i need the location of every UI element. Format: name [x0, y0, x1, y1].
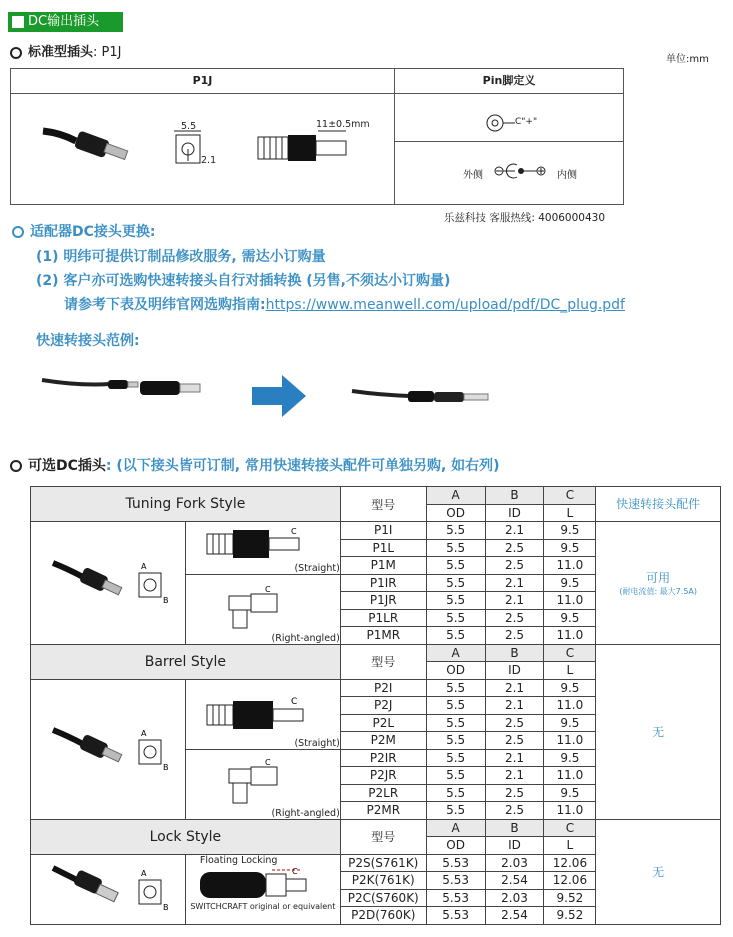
adapter-title: 适配器DC接头更换: — [12, 221, 156, 241]
barrel-straight-cell — [185, 679, 340, 749]
col-id: ID — [485, 662, 544, 680]
id-cell: 2.1 — [485, 592, 544, 610]
model-cell: P2JR — [340, 767, 426, 785]
table-row — [31, 522, 721, 540]
svg-text:C: C — [290, 696, 298, 707]
standard-value: : P1J — [93, 45, 122, 60]
pin-label: C"+" — [515, 117, 538, 127]
model-cell: P2C(S760K) — [340, 889, 426, 907]
l-cell: 9.5 — [544, 574, 596, 592]
id-cell: 2.1 — [485, 679, 544, 697]
id-cell: 2.5 — [485, 557, 544, 575]
col-l: L — [544, 837, 596, 855]
od-cell: 5.53 — [426, 854, 485, 872]
adapter-line-1: (1) 明纬可提供订制品修改服务, 需达小订购量 — [36, 249, 326, 265]
bullet-icon — [10, 460, 22, 472]
connector-cable-photo — [40, 372, 140, 394]
arrow-right-icon — [252, 375, 308, 417]
l-cell: 12.06 — [544, 872, 596, 890]
id-cell: 2.5 — [485, 784, 544, 802]
id-cell: 2.1 — [485, 574, 544, 592]
dim-a: 5.5 — [181, 121, 197, 132]
model-cell: P1LR — [340, 609, 426, 627]
model-cell: P2IR — [340, 749, 426, 767]
l-cell: 12.06 — [544, 854, 596, 872]
id-cell: 2.5 — [485, 714, 544, 732]
svg-text:C: C — [264, 758, 271, 767]
od-cell: 5.5 — [426, 802, 485, 820]
od-cell: 5.5 — [426, 679, 485, 697]
lock-title: Lock Style — [31, 819, 341, 854]
svg-text:B: B — [162, 902, 169, 912]
od-cell: 5.5 — [426, 574, 485, 592]
tuning-straight-drawing — [203, 526, 323, 560]
svg-text:C: C — [264, 585, 271, 594]
model-cell: P2J — [340, 697, 426, 715]
l-cell: 11.0 — [544, 627, 596, 645]
l-cell: 9.5 — [544, 714, 596, 732]
l-cell: 9.5 — [544, 784, 596, 802]
od-cell: 5.5 — [426, 557, 485, 575]
svg-text:C: C — [290, 526, 297, 536]
col-c: C — [544, 487, 596, 505]
pin-circle-icon — [485, 113, 515, 133]
barrel-quick-cell: 无 — [596, 644, 721, 819]
standard-plug-line — [10, 41, 121, 60]
l-cell: 9.5 — [544, 679, 596, 697]
od-cell: 5.53 — [426, 889, 485, 907]
quick-note: (耐电流值: 最大7.5A) — [619, 586, 698, 596]
svg-text:A: A — [140, 728, 147, 738]
id-cell: 2.5 — [485, 609, 544, 627]
l-cell: 9.52 — [544, 889, 596, 907]
col-id: ID — [485, 837, 544, 855]
bullet-icon — [12, 226, 24, 238]
optional-desc: : (以下接头皆可订制, 常用快速转接头配件可单独另购, 如右列) — [105, 458, 500, 474]
standard-label: 标准型插头 — [28, 45, 94, 60]
id-cell: 2.54 — [485, 872, 544, 890]
col-a: A — [426, 487, 485, 505]
od-cell: 5.5 — [426, 697, 485, 715]
col-c: C — [544, 644, 596, 662]
tuning-quick-cell — [596, 522, 721, 645]
model-cell: P1JR — [340, 592, 426, 610]
svg-text:C: C — [291, 866, 298, 876]
tuning-plug-drawing — [43, 551, 173, 611]
svg-text:A: A — [140, 868, 147, 878]
model-cell: P1L — [340, 539, 426, 557]
od-cell: 5.5 — [426, 522, 485, 540]
od-cell: 5.5 — [426, 714, 485, 732]
hotline-text: 乐兹科技 客服热线: 4006000430 — [444, 212, 606, 224]
model-cell: P2K(761K) — [340, 872, 426, 890]
dim-b: 2.1 — [201, 155, 217, 166]
checkbox-icon — [12, 16, 24, 28]
id-cell: 2.5 — [485, 732, 544, 750]
barrel-straight-drawing — [203, 695, 323, 735]
model-cell: P2I — [340, 679, 426, 697]
quick-available: 可用 — [646, 570, 671, 585]
l-cell: 9.5 — [544, 749, 596, 767]
inner-label: 内侧 — [557, 170, 577, 181]
model-cell: P2D(760K) — [340, 907, 426, 925]
col-l: L — [544, 504, 596, 522]
optional-plug-line — [10, 455, 500, 475]
od-cell: 5.5 — [426, 539, 485, 557]
lock-side-cell — [185, 854, 340, 924]
id-cell: 2.5 — [485, 802, 544, 820]
l-cell: 9.5 — [544, 609, 596, 627]
col-l: L — [544, 662, 596, 680]
lock-side-drawing — [198, 866, 328, 902]
barrel-plug-photo — [31, 679, 186, 819]
polarity-icon — [493, 162, 553, 180]
col-c: C — [544, 819, 596, 837]
tuning-title: Tuning Fork Style — [31, 487, 341, 522]
model-cell: P1IR — [340, 574, 426, 592]
model-header: 型号 — [340, 644, 426, 679]
p1j-plug-photo — [41, 111, 141, 171]
connected-cable-photo — [350, 385, 492, 407]
guide-prefix: 请参考下表及明纬官网选购指南: — [64, 297, 266, 313]
svg-text:B: B — [162, 762, 169, 772]
tuning-plug-photo — [31, 522, 186, 645]
tuning-straight-cell — [185, 522, 340, 575]
svg-text:A: A — [140, 562, 147, 572]
l-cell: 9.5 — [544, 539, 596, 557]
barrel-title: Barrel Style — [31, 644, 341, 679]
id-cell: 2.1 — [485, 749, 544, 767]
l-cell: 11.0 — [544, 767, 596, 785]
id-cell: 2.03 — [485, 854, 544, 872]
switchcraft-label: SWITCHCRAFT original or equivalent — [190, 901, 336, 911]
adapter-line-3 — [64, 294, 625, 314]
col-a: A — [426, 644, 485, 662]
floating-locking-label: Floating Locking — [199, 854, 278, 866]
od-cell: 5.5 — [426, 732, 485, 750]
od-cell: 5.5 — [426, 627, 485, 645]
p1j-col-title: P1J — [11, 69, 395, 94]
model-header: 型号 — [340, 487, 426, 522]
id-cell: 2.54 — [485, 907, 544, 925]
l-cell: 9.5 — [544, 522, 596, 540]
barrel-right-drawing — [223, 759, 303, 805]
model-cell: P1M — [340, 557, 426, 575]
od-cell: 5.5 — [426, 749, 485, 767]
model-header: 型号 — [340, 819, 426, 854]
model-cell: P2MR — [340, 802, 426, 820]
dim-length: 11±0.5mm — [316, 119, 370, 130]
l-cell: 11.0 — [544, 732, 596, 750]
lock-quick-cell: 无 — [596, 819, 721, 924]
col-b: B — [485, 819, 544, 837]
id-cell: 2.5 — [485, 539, 544, 557]
tuning-right-drawing — [223, 586, 303, 630]
pin-col-title: Pin脚定义 — [395, 69, 623, 94]
model-cell: P1MR — [340, 627, 426, 645]
unit-label: 单位:mm — [666, 54, 709, 65]
straight-label: (Straight) — [294, 737, 340, 749]
straight-label: (Straight) — [294, 562, 340, 574]
id-cell: 2.1 — [485, 522, 544, 540]
id-cell: 2.1 — [485, 697, 544, 715]
col-od: OD — [426, 662, 485, 680]
model-cell: P2M — [340, 732, 426, 750]
model-cell: P1I — [340, 522, 426, 540]
outer-label: 外侧 — [463, 170, 483, 181]
od-cell: 5.5 — [426, 784, 485, 802]
col-b: B — [485, 644, 544, 662]
l-cell: 9.52 — [544, 907, 596, 925]
col-b: B — [485, 487, 544, 505]
adapter-line-2: (2) 客户亦可选购快速转接头自行对插转换 (另售,不须达小订购量) — [36, 273, 451, 289]
quick-adapter-photo — [138, 377, 208, 399]
l-cell: 11.0 — [544, 802, 596, 820]
lock-plug-photo — [31, 854, 186, 924]
id-cell: 2.1 — [485, 767, 544, 785]
model-cell: P2L — [340, 714, 426, 732]
right-angled-label: (Right-angled) — [271, 807, 340, 819]
section-title: DC输出插头 — [28, 14, 100, 29]
od-cell: 5.5 — [426, 592, 485, 610]
l-cell: 11.0 — [544, 592, 596, 610]
od-cell: 5.5 — [426, 609, 485, 627]
l-cell: 11.0 — [544, 697, 596, 715]
id-cell: 2.5 — [485, 627, 544, 645]
col-od: OD — [426, 837, 485, 855]
dc-plug-table — [30, 486, 721, 925]
lock-plug-drawing — [43, 860, 173, 916]
p1j-table — [10, 68, 624, 205]
od-cell: 5.53 — [426, 872, 485, 890]
barrel-right-cell — [185, 749, 340, 819]
svg-text:B: B — [162, 596, 169, 606]
quick-header: 快速转接头配件 — [596, 487, 721, 522]
optional-label: 可选DC插头 — [28, 458, 106, 474]
od-cell: 5.53 — [426, 907, 485, 925]
id-cell: 2.03 — [485, 889, 544, 907]
model-cell: P2LR — [340, 784, 426, 802]
section-header — [8, 12, 123, 32]
right-angled-label: (Right-angled) — [271, 632, 340, 644]
col-od: OD — [426, 504, 485, 522]
dc-plug-guide-link[interactable]: https://www.meanwell.com/upload/pdf/DC_plug.pdf — [265, 297, 625, 313]
bullet-icon — [10, 47, 22, 59]
barrel-plug-drawing — [43, 718, 173, 778]
l-cell: 11.0 — [544, 557, 596, 575]
tuning-right-cell — [185, 574, 340, 644]
col-id: ID — [485, 504, 544, 522]
od-cell: 5.5 — [426, 767, 485, 785]
example-title: 快速转接头范例: — [36, 333, 140, 349]
col-a: A — [426, 819, 485, 837]
p1j-side-view — [256, 129, 356, 167]
model-cell: P2S(S761K) — [340, 854, 426, 872]
